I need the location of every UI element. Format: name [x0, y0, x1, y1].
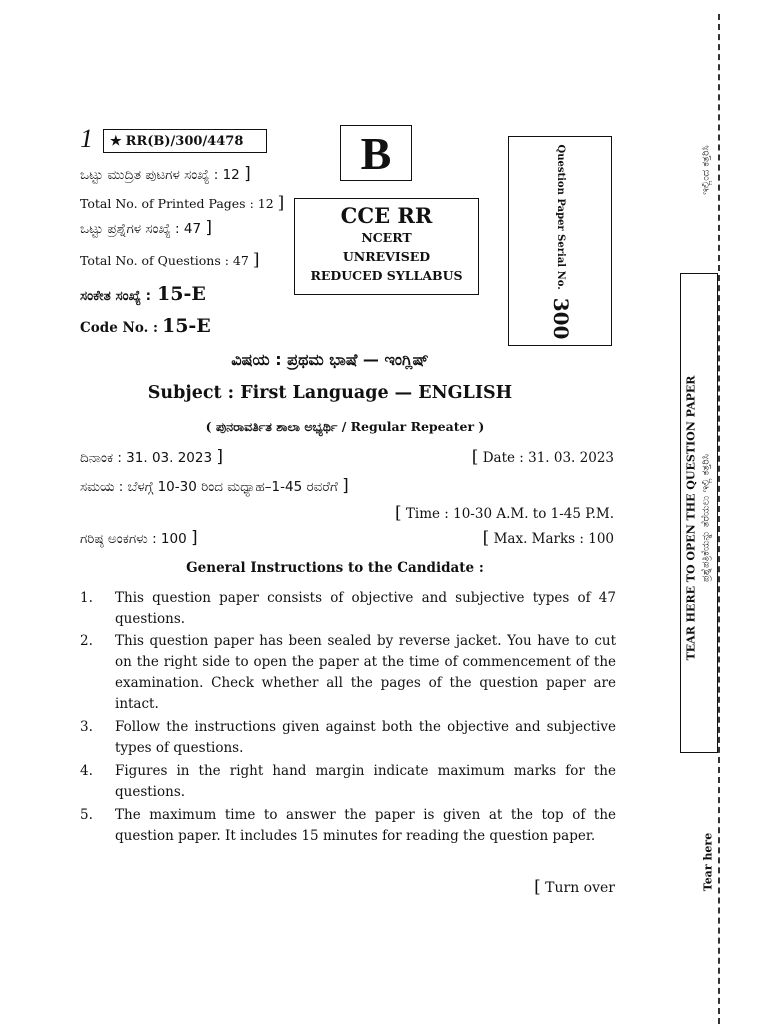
paper-code-box [103, 129, 267, 153]
marks-en: [ Max. Marks : 100 [482, 528, 614, 548]
candidate-type: ( ಪುನರಾವರ್ತಿತ ಶಾಲಾ ಅಭ್ಯರ್ಥಿ / Regular Repeater ) [205, 419, 485, 434]
tear-line[interactable] [718, 14, 720, 1024]
tear-open-label-en: TEAR HERE TO OPEN THE QUESTION PAPER [684, 375, 698, 661]
version-letter-box: B [340, 125, 412, 181]
exam-type-title: CCE RR [340, 203, 433, 228]
star-icon: ★ [110, 134, 122, 149]
tear-open-label-kn: ಪ್ರಶ್ನೆಪತ್ರಿಕೆಯನ್ನು ತೆರೆಯಲು ಇಲ್ಲಿ ಕತ್ತರಿಸಿ [700, 454, 712, 582]
instruction-item: 2. This question paper has been sealed by reverse jacket. You have to cut on the right side to open the paper at the time of commencement of the examination. Check whether all the pages of the question paper are intact. [80, 633, 616, 712]
code-number-kn: ಸಂಕೇತ ಸಂಖ್ಯೆ : 15-E [80, 283, 206, 305]
time-en: [ Time : 10-30 A.M. to 1-45 P.M. [394, 503, 614, 523]
instructions-heading: General Instructions to the Candidate : [186, 560, 484, 576]
exam-type-line: NCERT [361, 230, 412, 245]
date-en: [ Date : 31. 03. 2023 [471, 447, 614, 467]
serial-number: 300 [549, 297, 573, 340]
instruction-item: 5. The maximum time to answer the paper is given at the top of the question paper. It includes 15 minutes for reading the question paper. [80, 807, 616, 844]
printed-pages-en: Total No. of Printed Pages : 12 ] [80, 193, 285, 213]
printed-pages-kn: ಒಟ್ಟು ಮುದ್ರಿತ ಪುಟಗಳ ಸಂಖ್ಯೆ : 12 ] [80, 164, 251, 184]
exam-type-line: UNREVISED [342, 249, 431, 264]
turn-over-label: [ Turn over [534, 877, 615, 897]
exam-type-box [294, 198, 479, 295]
date-kn: ದಿನಾಂಕ : 31. 03. 2023 ] [80, 447, 223, 467]
questions-kn: ಒಟ್ಟು ಪ್ರಶ್ನೆಗಳ ಸಂಖ್ಯೆ : 47 ] [80, 218, 213, 238]
exam-type-line: REDUCED SYLLABUS [310, 268, 463, 283]
marks-kn: ಗರಿಷ್ಠ ಅಂಕಗಳು : 100 ] [80, 528, 198, 548]
time-kn: ಸಮಯ : ಬೆಳಗ್ಗೆ 10-30 ರಿಂದ ಮಧ್ಯಾಹ–1-45 ರವರೆಗೆ ] [80, 476, 349, 496]
instruction-item: 1. This question paper consists of objective and subjective types of 47 questions. [80, 590, 616, 627]
serial-number-box [508, 136, 612, 346]
instruction-item: 3. Follow the instructions given against both the objective and subjective types of questions. [80, 719, 616, 756]
code-number-en: Code No. : 15-E [80, 315, 211, 337]
questions-en: Total No. of Questions : 47 ] [80, 250, 260, 270]
page-number: 1 [80, 124, 93, 153]
paper-code: RR(B)/300/4478 [125, 134, 244, 149]
subject-en: Subject : First Language — ENGLISH [147, 383, 513, 403]
serial-label: Question Paper Serial No. [555, 144, 567, 290]
cut-here-label-kn: ಇಲ್ಲಿಂದ ಕತ್ತರಿಸಿ [700, 145, 712, 195]
instruction-item: 4. Figures in the right hand margin indicate maximum marks for the questions. [80, 763, 616, 800]
tear-here-label: Tear here [701, 832, 715, 892]
subject-kn: ವಿಷಯ : ಪ್ರಥಮ ಭಾಷೆ — ಇಂಗ್ಲಿಷ್ [231, 350, 429, 369]
